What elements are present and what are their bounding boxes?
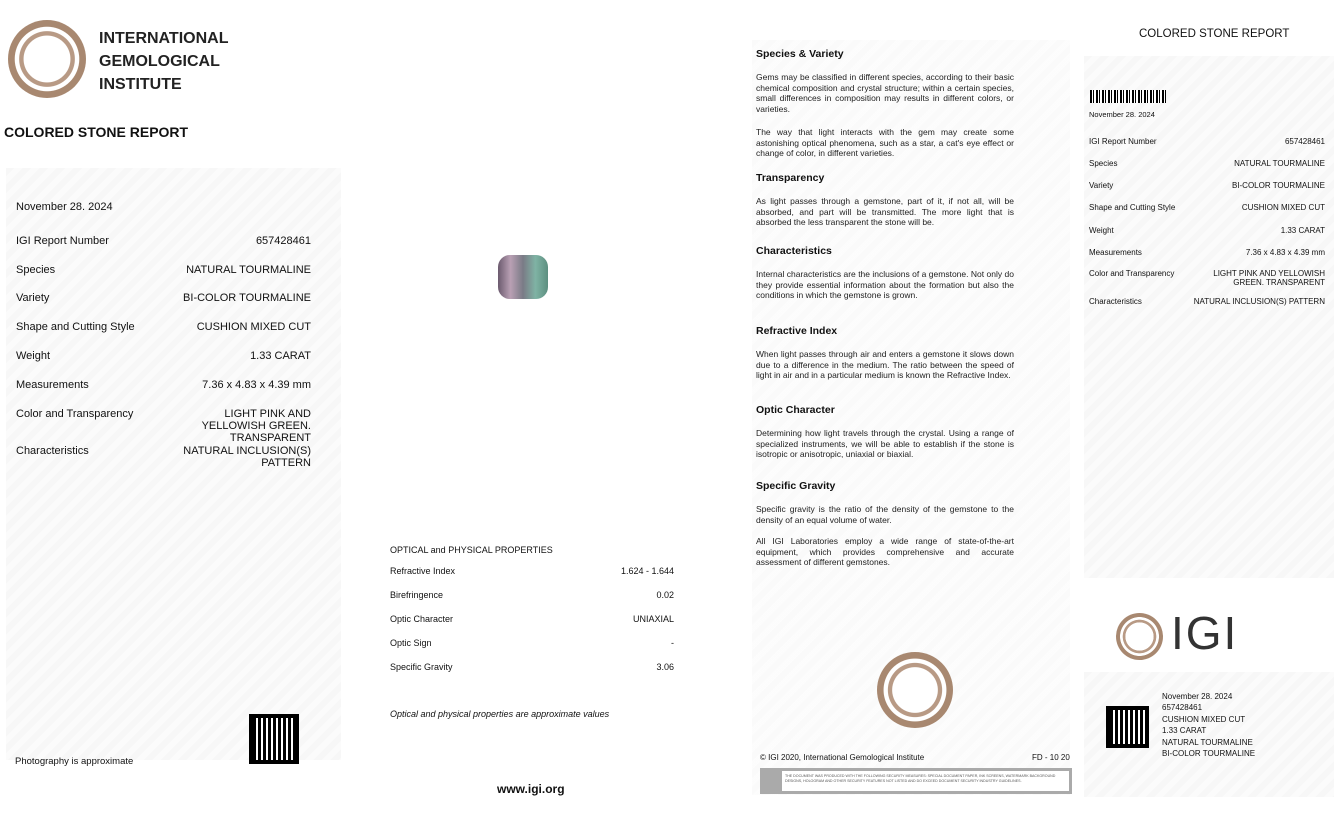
- igi-seal-logo: [8, 20, 86, 98]
- security-text: THE DOCUMENT WAS PRODUCED WITH THE FOLLOWING SECURITY MEASURES: SPECIAL DOCUMENT PAPER, INK SCREENS, WATERMARK BACKGROUND DESIGNS, HOLOGRAM AND OTHER SECURITY FEATURES NOT LISTED AND DO EXCEED DOCUMENT SECURITY INDUSTRY GUIDELINES.: [782, 771, 1069, 791]
- info-paragraph: The way that light interacts with the gem may create some astonishing optical phenomena, such as a star, a cat's eye effect or change of color, in different varieties.: [756, 127, 1014, 158]
- info-heading: Species & Variety: [756, 48, 844, 60]
- field-label: Shape and Cutting Style: [16, 321, 135, 333]
- card-line: 1.33 CARAT: [1162, 726, 1207, 736]
- info-heading: Characteristics: [756, 245, 832, 257]
- info-paragraph: Gems may be classified in different species, according to their basic chemical composition and crystal structure; within a certain species, small differences in composition may results in different colors, or varieties.: [756, 72, 1014, 114]
- info-paragraph: Determining how light travels through the crystal. Using a range of specialized instruments, we will be able to establish if the stone is isotropic or anisotropic, uniaxial or biaxial.: [756, 428, 1014, 459]
- org-line: INSTITUTE: [99, 76, 182, 93]
- optical-label: Optic Sign: [390, 638, 432, 648]
- card-line: BI-COLOR TOURMALINE: [1162, 749, 1256, 759]
- copyright: © IGI 2020, International Gemological Institute: [760, 753, 925, 762]
- summary-field: [1089, 248, 1325, 257]
- summary-label: Measurements: [1089, 248, 1142, 257]
- summary-label: IGI Report Number: [1089, 137, 1157, 146]
- report-field: [16, 321, 311, 333]
- summary-value: NATURAL INCLUSION(S) PATTERN: [1193, 297, 1325, 306]
- report-field: [16, 350, 311, 362]
- report-field: [16, 292, 311, 304]
- info-heading: Transparency: [756, 172, 825, 184]
- field-value: NATURAL INCLUSION(S) PATTERN: [183, 445, 311, 469]
- info-heading: Refractive Index: [756, 325, 838, 337]
- summary-value: LIGHT PINK AND YELLOWISH GREEN. TRANSPARENT: [1213, 269, 1325, 287]
- org-line: INTERNATIONAL: [99, 30, 229, 47]
- summary-field: [1089, 226, 1325, 235]
- field-label: IGI Report Number: [16, 235, 109, 247]
- optical-note: Optical and physical properties are approximate values: [390, 709, 610, 719]
- security-notice: [760, 768, 1072, 794]
- info-paragraph: Specific gravity is the ratio of the density of the gemstone to the density of an equal volume of water.: [756, 504, 1014, 525]
- optical-row: [390, 614, 674, 624]
- field-label: Species: [16, 264, 56, 276]
- info-paragraph: All IGI Laboratories employ a wide range of state-of-the-art equipment, which provides comprehensive and accurate assessment of different gemstones.: [756, 536, 1014, 567]
- info-heading: Specific Gravity: [756, 480, 836, 492]
- optical-row: [390, 566, 674, 576]
- summary-value: CUSHION MIXED CUT: [1241, 203, 1325, 212]
- optical-title: OPTICAL and PHYSICAL PROPERTIES: [390, 545, 553, 555]
- summary-value: 7.36 x 4.83 x 4.39 mm: [1245, 248, 1325, 257]
- optical-value: 1.624 - 1.644: [620, 566, 674, 576]
- summary-field: [1089, 269, 1325, 287]
- report-field: [16, 379, 311, 391]
- field-value: 7.36 x 4.83 x 4.39 mm: [202, 379, 311, 391]
- org-name: [99, 27, 228, 96]
- optical-value: 3.06: [656, 662, 674, 672]
- report-field: [16, 408, 311, 444]
- summary-field: [1089, 181, 1325, 190]
- summary-label: Species: [1089, 159, 1118, 168]
- optical-row: [390, 590, 674, 600]
- field-value: BI-COLOR TOURMALINE: [183, 292, 311, 304]
- optical-row: [390, 638, 674, 648]
- field-value: 1.33 CARAT: [250, 350, 311, 362]
- card-line: 657428461: [1162, 703, 1203, 713]
- summary-label: Variety: [1089, 181, 1114, 190]
- optical-label: Refractive Index: [390, 566, 456, 576]
- info-paragraph: As light passes through a gemstone, part of it, if not all, will be absorbed, and part will be transmitted. The more light that is absorbed the less transparent the stone will be.: [756, 196, 1014, 227]
- summary-field: [1089, 297, 1325, 306]
- igi-logo: IGI: [1171, 607, 1239, 659]
- summary-label: Shape and Cutting Style: [1089, 203, 1176, 212]
- info-heading: Optic Character: [756, 404, 835, 416]
- optical-value: -: [671, 638, 674, 648]
- optical-label: Optic Character: [390, 614, 454, 624]
- optical-row: [390, 662, 674, 672]
- qr-code: [249, 714, 299, 764]
- summary-value: 1.33 CARAT: [1280, 226, 1325, 235]
- field-label: Measurements: [16, 379, 89, 391]
- summary-label: Characteristics: [1089, 297, 1142, 306]
- summary-field: [1089, 203, 1325, 212]
- optical-label: Birefringence: [390, 590, 444, 600]
- field-label: Variety: [16, 292, 50, 304]
- field-value: NATURAL TOURMALINE: [186, 264, 311, 276]
- field-label: Characteristics: [16, 445, 89, 457]
- card-line: CUSHION MIXED CUT: [1162, 714, 1246, 724]
- info-paragraph: Internal characteristics are the inclusions of a gemstone. Not only do they provide essential information about the formation but also the conditions in which the gemstone is grown.: [756, 269, 1014, 300]
- photo-note: Photography is approximate: [15, 756, 134, 767]
- report-field: [16, 264, 311, 276]
- optical-value: 0.02: [656, 590, 674, 600]
- summary-field: [1089, 137, 1325, 146]
- summary-label: Weight: [1089, 226, 1114, 235]
- optical-label: Specific Gravity: [390, 662, 453, 672]
- igi-seal: [877, 652, 953, 728]
- field-label: Weight: [16, 350, 51, 362]
- summary-field: [1089, 159, 1325, 168]
- form-code: FD - 10 20: [1032, 753, 1070, 762]
- summary-value: BI-COLOR TOURMALINE: [1231, 181, 1325, 190]
- info-paragraph: When light passes through air and enters a gemstone it slows down due to a difference in the medium. The ratio between the speed of light in air and in a particular medium is known the Refractive Index.: [756, 349, 1014, 380]
- summary-panel: [1084, 56, 1334, 578]
- summary-title: COLORED STONE REPORT: [1139, 28, 1290, 40]
- report-field: [16, 445, 311, 469]
- card-line: November 28. 2024: [1162, 692, 1233, 701]
- optical-value: UNIAXIAL: [632, 614, 674, 624]
- report-date: November 28. 2024: [16, 201, 113, 213]
- org-line: GEMOLOGICAL: [99, 53, 220, 70]
- igi-seal-small: [1116, 613, 1163, 660]
- field-value: CUSHION MIXED CUT: [196, 321, 311, 333]
- field-value: LIGHT PINK AND YELLOWISH GREEN. TRANSPARENT: [201, 408, 311, 444]
- report-title: COLORED STONE REPORT: [4, 124, 189, 140]
- field-value: 657428461: [255, 235, 311, 247]
- card-qr-code: [1106, 706, 1149, 748]
- website-link[interactable]: www.igi.org: [497, 782, 565, 796]
- summary-value: NATURAL TOURMALINE: [1234, 159, 1325, 168]
- report-field: [16, 235, 311, 247]
- summary-card-lines: [1162, 691, 1255, 759]
- barcode: [1090, 90, 1166, 103]
- summary-value: 657428461: [1284, 137, 1325, 146]
- summary-date: November 28. 2024: [1089, 110, 1155, 119]
- gemstone-photo: [498, 255, 548, 299]
- card-line: NATURAL TOURMALINE: [1162, 737, 1253, 747]
- field-label: Color and Transparency: [16, 408, 134, 420]
- summary-label: Color and Transparency: [1089, 269, 1175, 278]
